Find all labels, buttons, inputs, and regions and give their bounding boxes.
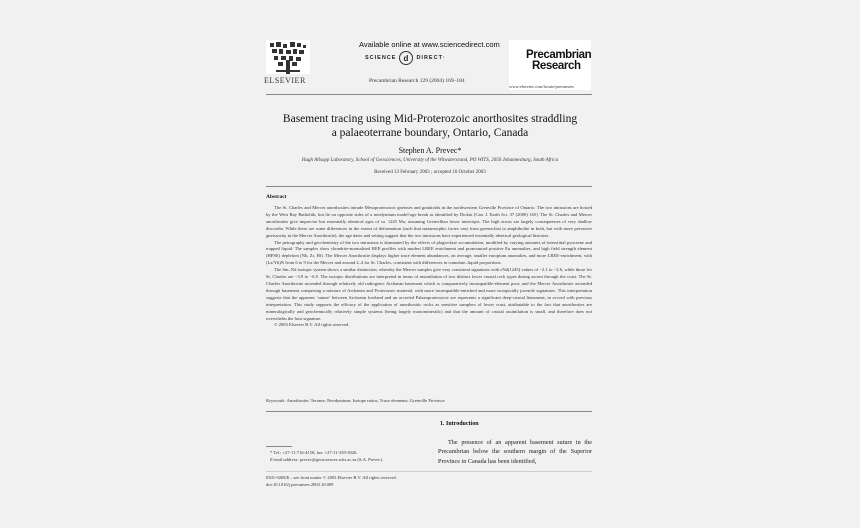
sciencedirect-logo bbox=[365, 51, 485, 65]
article-title bbox=[260, 112, 600, 140]
footnote-tel: * Tel.: +27-11-716-4150; fax: +27-11-339-3026. bbox=[270, 450, 358, 455]
abstract-body bbox=[266, 205, 592, 329]
journal-name-line1: Precambrian bbox=[526, 49, 592, 61]
at-sign-icon: d bbox=[399, 51, 413, 65]
header-divider bbox=[266, 94, 592, 95]
issn-line: 0301-9268/$ – see front matter © 2003 Elsevier B.V. All rights reserved. bbox=[266, 475, 397, 480]
footnote-rule bbox=[266, 446, 292, 447]
sciencedirect-right: DIRECT· bbox=[416, 55, 446, 61]
introduction-paragraph: The presence of an apparent basement suture in the Precambrian below the southern margin of the Superior Province in Canada has been identified, bbox=[438, 439, 592, 465]
footnote-email-line bbox=[270, 456, 430, 463]
title-line-2: a palaeoterrane boundary, Ontario, Canada bbox=[331, 127, 529, 139]
publisher-name: ELSEVIER bbox=[264, 76, 306, 85]
title-line-1: Basement tracing using Mid-Proterozoic anorthosites straddling bbox=[282, 113, 578, 125]
introduction-body bbox=[438, 438, 592, 466]
abstract-heading: Abstract bbox=[266, 194, 287, 200]
abstract-paragraph-2: The petrography and geochemistry of the two intrusions is dominated by the effects of plagioclase accumulation, modified by varying amounts of interstitial pyroxene and trapped liquid. The samples show chondrite-normalised REE profiles with modest LREE enrichment and pronounced positive Eu anomalies, and high field strength element (HFSE) depletion (Nb, Zr, Hf). The Mercer Anorthosite displays higher trace element abundances, on average, smaller europium anomalies, and more LREE-enrichment, with (La/Yb)N from 6 to 9 for the Mercer and around 2–4 for St. Charles, consistent with differences in cumulate–liquid proportions. bbox=[266, 239, 592, 266]
abstract-copyright: © 2003 Elsevier B.V. All rights reserved. bbox=[274, 322, 350, 328]
author-affiliation: Hugh Allsopp Laboratory, School of Geosciences, University of the Witwatersrand, PO WITS, 2050 Johannesburg, South Africa bbox=[301, 158, 559, 163]
footnote-email-label: E-mail address: bbox=[270, 457, 299, 462]
footnote-email: prevec@geosciences.wits.ac.za (S.A. Prevec). bbox=[299, 457, 383, 462]
abstract-bottom-divider bbox=[266, 411, 592, 412]
footnote bbox=[270, 449, 430, 463]
journal-reference: Precambrian Research 129 (2004) 169–184 bbox=[369, 78, 465, 84]
sciencedirect-left: SCIENCE bbox=[365, 55, 397, 61]
journal-name-line2: Research bbox=[532, 60, 581, 72]
keywords-label: Keywords: bbox=[266, 398, 286, 403]
introduction-heading: 1. Introduction bbox=[440, 421, 479, 427]
front-matter-divider bbox=[266, 471, 592, 472]
doi-line: doi:10.1016/j.precamres.2003.10.009 bbox=[266, 481, 334, 487]
abstract-paragraph-1: The St. Charles and Mercer anorthosites intrude Mesoproterozoic gneisses and granitoids in the northwestern Grenville Province of Ontario. The two intrusions are hosted by the West Bay Batholith, but lie on opposite sides of a neodymium model-age break as identified by Dickin [Can. J. Earth Sci. 37 (2000) 165]. The St. Charles and Mercer anorthosites give imprecise but essentially identical ages of ca. 1245 Ma, assuming Grenvillian lower intercepts. The high errors are largely consequences of very shallow discordia. While there are some differences in the extent of deformation (such that metamorphic facies vary from greenschist to amphibolite in both, but with more pervasive gneissosity in the Mercer Anorthosite), the age dates and setting suggest that the two intrusions have experienced essentially identical geological histories. bbox=[266, 205, 592, 238]
keywords bbox=[266, 398, 592, 403]
received-dates: Received 13 February 2003 ; accepted 16 October 2003 bbox=[374, 170, 486, 175]
journal-logo bbox=[526, 50, 591, 72]
keywords-list: Anorthosite; Terrane; Neodymium; Isotope ratios; Trace elements; Grenville Province bbox=[286, 398, 445, 403]
available-online-text: Available online at www.sciencedirect.com bbox=[359, 40, 500, 49]
front-matter bbox=[266, 475, 592, 488]
abstract-top-divider bbox=[266, 186, 592, 187]
abstract-paragraph-3: The Sm–Nd isotopic system shows a similar distinction, whereby the Mercer samples give very consistent signatures with εNd(1245) values of −2.1 to −2.6, while those for St. Charles are −3.9 to −6.5. The isotopic distributions are interpreted in terms of assimilation of two distinct lower crustal rock types during ascent through the crust. The St. Charles Anorthosite ascended through relatively old radiogenic Archaean basement which is comparatively incompatible-element poor, and the Mercer Anorthosite ascended through basement comprising a mixture of Archaean and Proterozoic material, with more incompatible-enriched and more isotopically juvenile signatures. This interpretation suggests that the apparent ‘suture’ between Archaean foreland and an accreted Palaeoproterozoic are represents a significant deep-crustal lineament, in accord with previous interpretation. This study supports the efficacy of the application of anorthositic rocks as sensitive samplers of lower crust, attributable to the fact that anorthosites are mineralogically and geochemically relatively simple systems (being largely monomineralic) and that the amount of crustal assimilation is small, and therefore does not overwhelm the host signature. bbox=[266, 267, 592, 321]
author-name: Stephen A. Prevec* bbox=[398, 146, 462, 155]
journal-url: www.elsevier.com/locate/precamres bbox=[509, 84, 574, 89]
